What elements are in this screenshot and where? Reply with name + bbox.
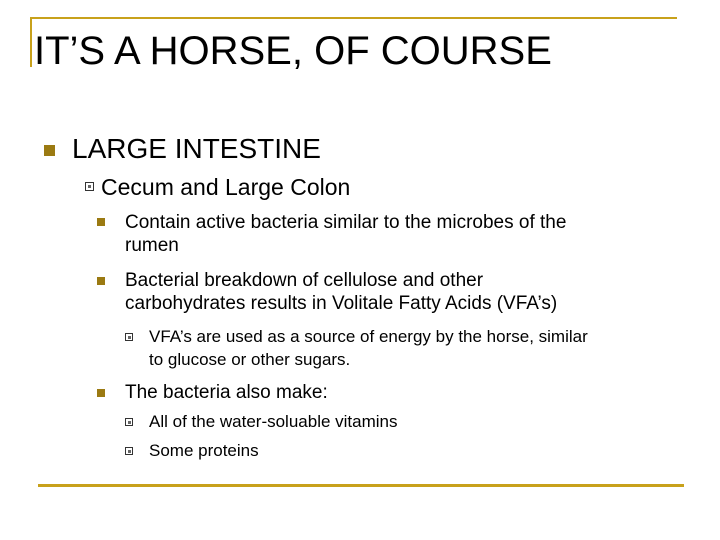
title-frame-top-rule <box>30 17 677 19</box>
sub-c2: Some proteins <box>149 441 259 460</box>
bullet-c-icon <box>97 389 105 397</box>
title-frame-left-rule <box>30 17 32 67</box>
footer-rule <box>38 484 684 487</box>
bullet-b-line1: Bacterial breakdown of cellulose and other <box>125 270 484 291</box>
bullet-a-line1: Contain active bacteria similar to the microbes of the <box>125 212 567 233</box>
sub-c2-bullet-icon <box>125 447 133 455</box>
bullet-a-icon <box>97 218 105 226</box>
sub-c1: All of the water-soluable vitamins <box>149 412 398 431</box>
sub-b-bullet-icon <box>125 333 133 341</box>
sub-c1-bullet-icon <box>125 418 133 426</box>
level2-bullet-icon <box>85 182 94 191</box>
sub-b-line2: to glucose or other sugars. <box>149 350 351 369</box>
bullet-a-line2: rumen <box>125 235 179 256</box>
level2-heading: Cecum and Large Colon <box>101 174 351 200</box>
bullet-b-line2: carbohydrates results in Volitale Fatty Acids (VFA’s) <box>125 293 558 314</box>
bullet-b-icon <box>97 277 105 285</box>
level1-bullet-icon <box>44 145 55 156</box>
slide-title: IT’S A HORSE, OF COURSE <box>34 29 552 73</box>
level1-heading: LARGE INTESTINE <box>72 133 321 164</box>
bullet-c: The bacteria also make: <box>125 382 328 403</box>
sub-b-line1: VFA’s are used as a source of energy by the horse, similar <box>149 327 588 346</box>
